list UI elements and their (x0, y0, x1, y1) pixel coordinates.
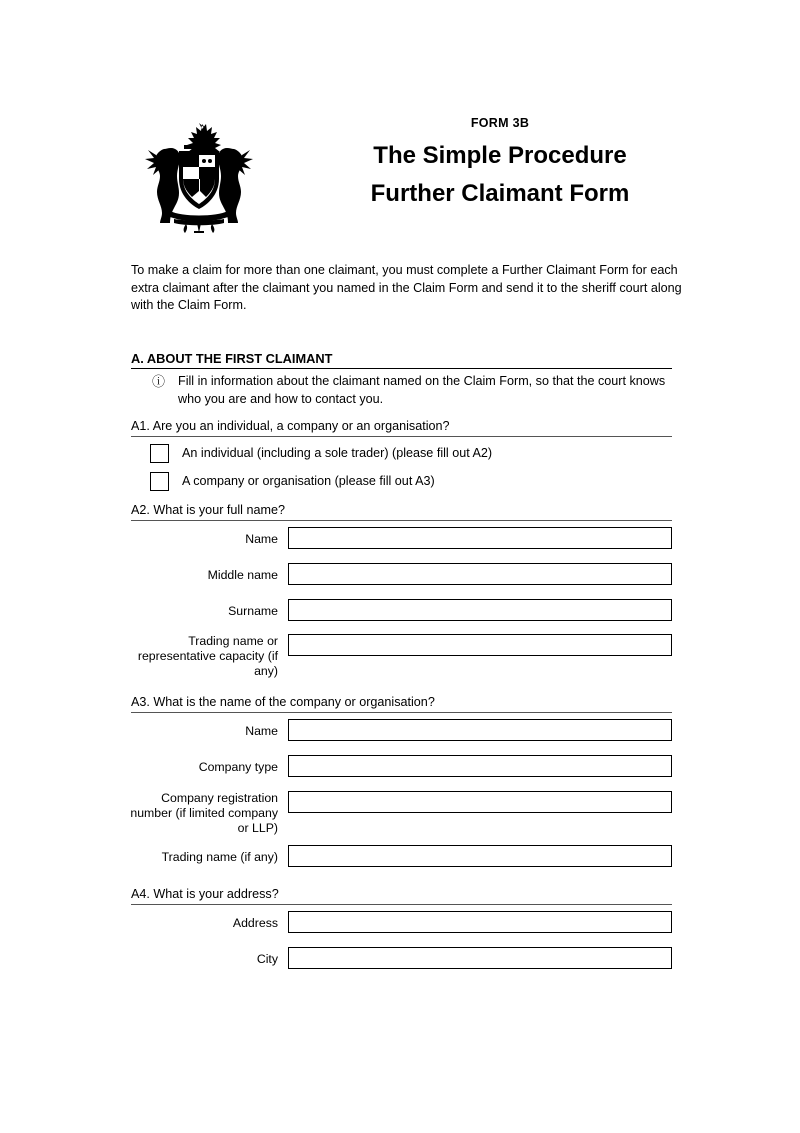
field-row-surname (128, 599, 672, 621)
field-row-middle-name (128, 563, 672, 585)
input-company-type[interactable] (288, 755, 672, 777)
question-a3: A3. What is the name of the company or organisation? (131, 695, 672, 713)
label-company-type: Company type (198, 760, 278, 774)
info-note-text: Fill in information about the claimant named on the Claim Form, so that the court knows who you are and how to contact you. (178, 374, 666, 406)
question-a2: A2. What is your full name? (131, 503, 672, 521)
page-subtitle: Further Claimant Form (370, 180, 630, 207)
label-middle-name: Middle name (207, 568, 278, 582)
page-title: The Simple Procedure (373, 142, 627, 169)
input-name[interactable] (288, 527, 672, 549)
label-company-name: Name (245, 724, 278, 738)
checkbox-option-individual[interactable] (150, 442, 670, 464)
section-heading-a: A. ABOUT THE FIRST CLAIMANT (131, 351, 672, 369)
input-company-trading-name[interactable] (288, 845, 672, 867)
question-a4: A4. What is your address? (131, 887, 672, 905)
title-block (328, 115, 672, 213)
label-company-trading-name: Trading name (if any) (161, 850, 278, 864)
label-surname: Surname (228, 604, 278, 618)
input-trading-name[interactable] (288, 634, 672, 656)
input-company-registration-number[interactable] (288, 791, 672, 813)
checkbox-individual-label: An individual (including a sole trader) (please fill out A2) (182, 446, 493, 460)
field-row-company-name (128, 719, 672, 741)
information-icon: ⓘ (152, 374, 166, 389)
checkbox-company[interactable] (150, 472, 169, 491)
info-note (150, 373, 670, 408)
checkbox-company-label: A company or organisation (please fill out A3) (182, 474, 435, 488)
document-header (128, 115, 672, 245)
input-company-name[interactable] (288, 719, 672, 741)
label-name: Name (245, 532, 278, 546)
label-address: Address (232, 916, 278, 930)
form-number: FORM 3B (470, 116, 530, 130)
checkbox-individual[interactable] (150, 444, 169, 463)
input-surname[interactable] (288, 599, 672, 621)
field-row-city (128, 947, 672, 969)
field-row-address (128, 911, 672, 933)
label-city: City (256, 952, 278, 966)
intro-paragraph: To make a claim for more than one claimant, you must complete a Further Claimant Form for each extra claimant after the claimant you named in the Claim Form and send it to the sheriff court along with the Claim Form. (131, 263, 682, 312)
label-trading-name: Trading name or representative capacity (if any) (137, 634, 278, 678)
field-row-company-type (128, 755, 672, 777)
question-a1: A1. Are you an individual, a company or an organisation? (131, 419, 672, 437)
royal-coat-of-arms-icon (134, 119, 264, 237)
input-address[interactable] (288, 911, 672, 933)
field-row-company-registration-number (128, 791, 672, 836)
input-middle-name[interactable] (288, 563, 672, 585)
field-row-company-trading-name (128, 845, 672, 867)
label-company-registration-number: Company registration number (if limited company or LLP) (130, 791, 278, 835)
field-row-name (128, 527, 672, 549)
checkbox-option-company[interactable] (150, 470, 670, 492)
input-city[interactable] (288, 947, 672, 969)
field-row-trading-name (128, 634, 672, 679)
